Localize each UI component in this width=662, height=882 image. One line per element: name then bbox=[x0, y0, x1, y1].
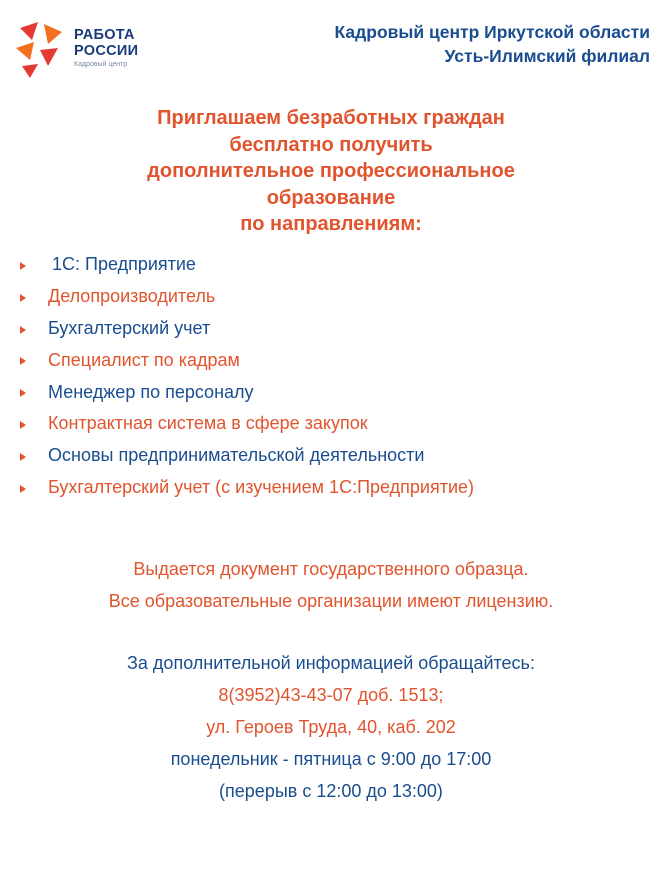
list-item bbox=[20, 313, 474, 345]
bullet-arrow-icon bbox=[20, 262, 26, 270]
bullet-arrow-icon bbox=[20, 294, 26, 302]
list-item bbox=[20, 281, 474, 313]
contact-address: ул. Героев Труда, 40, каб. 202 bbox=[206, 717, 456, 737]
headline-line: бесплатно получить bbox=[229, 133, 433, 156]
list-item bbox=[20, 344, 474, 376]
bullet-arrow-icon bbox=[20, 453, 26, 461]
contact-phone: 8(3952)43-43-07 доб. 1513; bbox=[218, 685, 444, 705]
list-item bbox=[20, 249, 474, 281]
program-label: Менеджер по персоналу bbox=[48, 381, 254, 402]
bullet-arrow-icon bbox=[20, 389, 26, 397]
contact-break: (перерыв с 12:00 до 13:00) bbox=[219, 781, 443, 801]
list-item bbox=[20, 472, 474, 504]
list-item bbox=[20, 376, 474, 408]
invitation-headline bbox=[0, 105, 662, 238]
program-label: Бухгалтерский учет (с изучением 1С:Предприятие) bbox=[48, 476, 474, 497]
program-label: Специалист по кадрам bbox=[48, 349, 240, 370]
certificate-notice bbox=[0, 553, 662, 617]
notice-line-1: Выдается документ государственного образца. bbox=[133, 559, 529, 579]
headline-line: Приглашаем безработных граждан bbox=[157, 107, 505, 129]
program-label: Бухгалтерский учет bbox=[48, 317, 211, 338]
logo-mark-icon bbox=[14, 18, 70, 78]
header-line-2: Усть-Илимский филиал bbox=[444, 46, 650, 66]
program-label: Контрактная система в сфере закупок bbox=[48, 413, 368, 434]
bullet-arrow-icon bbox=[20, 357, 26, 365]
list-item bbox=[20, 440, 474, 472]
organization-header bbox=[335, 20, 650, 68]
contact-intro: За дополнительной информацией обращайтесь: bbox=[127, 653, 535, 673]
headline-line: образование bbox=[266, 186, 396, 209]
headline-line: дополнительное профессиональное bbox=[147, 160, 515, 182]
bullet-arrow-icon bbox=[20, 421, 26, 429]
contact-info bbox=[0, 647, 662, 807]
programs-list bbox=[20, 249, 474, 503]
program-label: Делопроизводитель bbox=[48, 286, 216, 307]
notice-line-2: Все образовательные организации имеют лицензию. bbox=[108, 591, 554, 611]
bullet-arrow-icon bbox=[20, 326, 26, 334]
logo-line-1: РАБОТА bbox=[74, 27, 135, 43]
rabota-rossii-logo bbox=[14, 18, 154, 80]
contact-hours: понедельник - пятница с 9:00 до 17:00 bbox=[170, 749, 492, 769]
headline-line: по направлениям: bbox=[240, 213, 422, 235]
header-line-1: Кадровый центр Иркутской области bbox=[334, 22, 650, 42]
bullet-arrow-icon bbox=[20, 485, 26, 493]
logo-line-2: РОССИИ bbox=[74, 43, 139, 59]
logo-subtitle: Кадровый центр bbox=[74, 61, 128, 68]
program-label: 1С: Предприятие bbox=[52, 254, 196, 275]
program-label: Основы предпринимательской деятельности bbox=[48, 445, 425, 466]
list-item bbox=[20, 408, 474, 440]
